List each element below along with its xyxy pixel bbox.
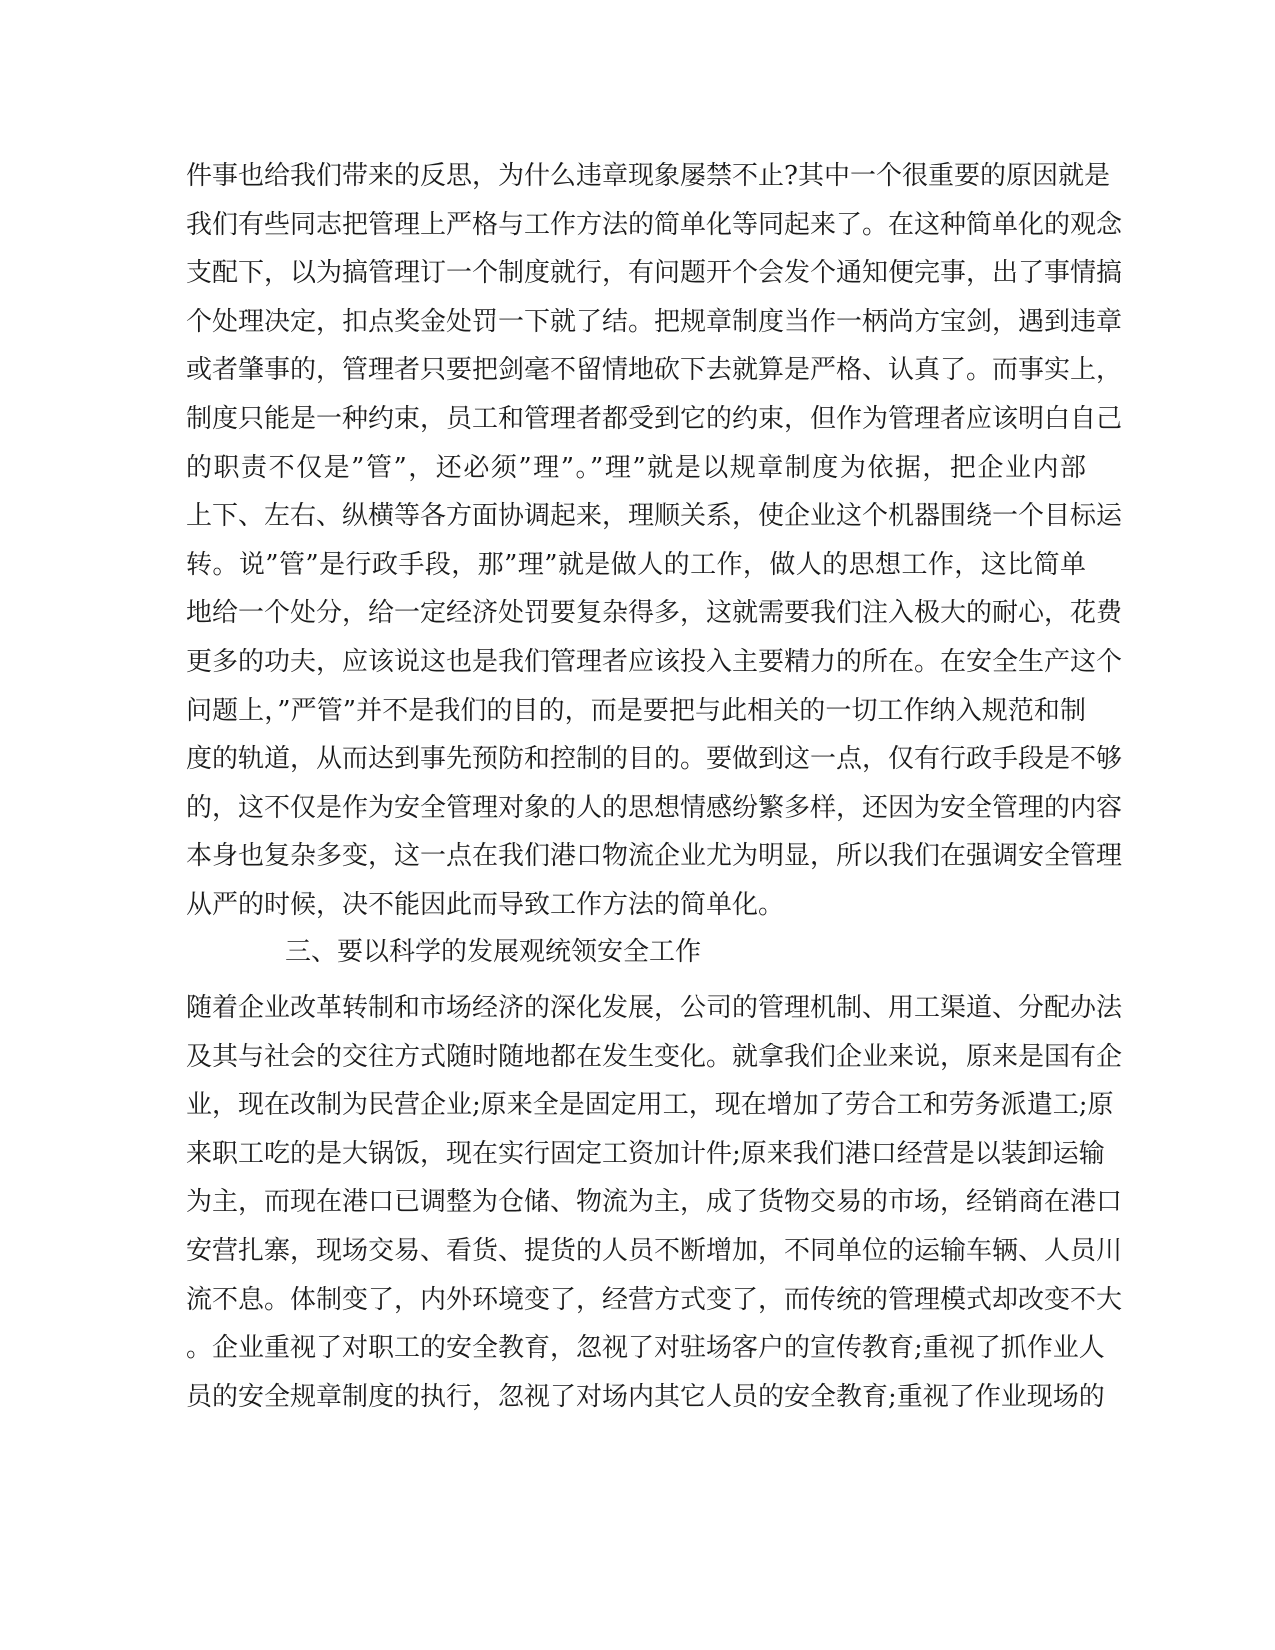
text-line: 更多的功夫，应该说这也是我们管理者应该投入主要精力的所在。在安全生产这个 (186, 646, 1123, 677)
text-line: 或者肇事的，管理者只要把剑毫不留情地砍下去就算是严格、认真了。而事实上， (186, 355, 1123, 386)
text-line: 上下、左右、纵横等各方面协调起来，理顺关系，使企业这个机器围绕一个目标运 (186, 501, 1123, 532)
text-line: 制度只能是一种约束，员工和管理者都受到它的约束，但作为管理者应该明白自己 (186, 403, 1123, 434)
text-line: 及其与社会的交往方式随时随地都在发生变化。就拿我们企业来说，原来是国有企 (186, 1041, 1123, 1072)
text-line: 。企业重视了对职工的安全教育，忽视了对驻场客户的宣传教育;重视了抓作业人 (186, 1333, 1105, 1364)
paragraph-2 (186, 984, 1123, 1421)
text-line: 随着企业改革转制和市场经济的深化发展，公司的管理机制、用工渠道、分配办法 (186, 993, 1123, 1023)
text-line: 为主，而现在港口已调整为仓储、物流为主，成了货物交易的市场，经销商在港口 (186, 1187, 1123, 1218)
paragraph-1 (186, 152, 1123, 930)
text-line: 本身也复杂多变，这一点在我们港口物流企业尤为明显，所以我们在强调安全管理 (186, 841, 1123, 872)
text-line: 流不息。体制变了，内外环境变了，经营方式变了，而传统的管理模式却改变不大 (186, 1284, 1123, 1315)
text-line: 我们有些同志把管理上严格与工作方法的简单化等同起来了。在这种简单化的观念 (186, 209, 1123, 240)
text-line: 度的轨道，从而达到事先预防和控制的目的。要做到这一点，仅有行政手段是不够 (186, 744, 1123, 775)
text-line: 从严的时候，决不能因此而导致工作方法的简单化。 (186, 889, 785, 920)
text-line: 地给一个处分，给一定经济处罚要复杂得多，这就需要我们注入极大的耐心，花费 (186, 598, 1123, 629)
text-line: 转。说”管”是行政手段，那”理”就是做人的工作，做人的思想工作，这比简单 (186, 549, 1086, 580)
text-line: 个处理决定，扣点奖金处罚一下就了结。把规章制度当作一柄尚方宝剑，遇到违章 (186, 306, 1123, 337)
text-line: 的职责不仅是”管”，还必须”理”。”理”就是以规章制度为依据，把企业内部 (186, 452, 1086, 483)
text-line: 问题上，”严管”并不是我们的目的，而是要把与此相关的一切工作纳入规范和制 (186, 695, 1086, 726)
section-heading: 三、要以科学的发展观统领安全工作 (285, 937, 702, 967)
text-line: 来职工吃的是大锅饭，现在实行固定工资加计件;原来我们港口经营是以装卸运输 (186, 1138, 1105, 1169)
text-line: 安营扎寨，现场交易、看货、提货的人员不断增加，不同单位的运输车辆、人员川 (186, 1235, 1123, 1266)
text-line: 员的安全规章制度的执行，忽视了对场内其它人员的安全教育;重视了作业现场的 (186, 1381, 1105, 1412)
text-line: 支配下，以为搞管理订一个制度就行，有问题开个会发个通知便完事，出了事情搞 (186, 258, 1123, 289)
text-line: 件事也给我们带来的反思，为什么违章现象屡禁不止?其中一个很重要的原因就是 (186, 161, 1110, 191)
text-line: 的，这不仅是作为安全管理对象的人的思想情感纷繁多样，还因为安全管理的内容 (186, 792, 1123, 823)
text-line: 业，现在改制为民营企业;原来全是固定用工，现在增加了劳合工和劳务派遣工;原 (186, 1090, 1114, 1121)
